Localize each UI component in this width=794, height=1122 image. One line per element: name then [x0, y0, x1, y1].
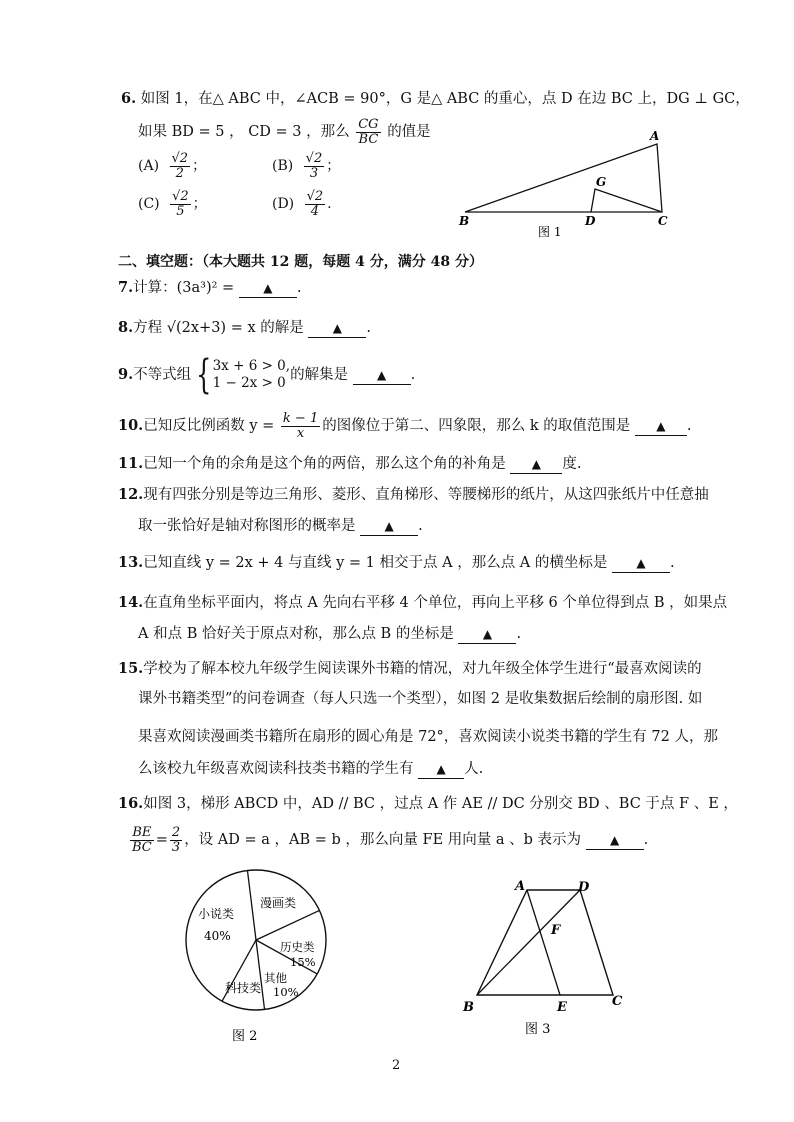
- trapezoid-abcd: [477, 890, 613, 995]
- q14-line1: [118, 596, 727, 611]
- label-d: D: [585, 214, 596, 228]
- q6-option-c: [138, 190, 207, 218]
- q13-number: 13.: [118, 554, 144, 571]
- q15-text-line4: 么该校九年级喜欢阅读科技类书籍的学生有: [138, 761, 414, 777]
- label-a: A: [515, 879, 526, 894]
- q12-answer-blank[interactable]: [360, 519, 418, 536]
- figure-2-pie-chart: [180, 860, 350, 1050]
- q10-frac-den: x: [296, 425, 305, 441]
- frac-den: 3: [309, 165, 319, 181]
- q9-tail: .: [410, 367, 416, 383]
- q14-tail: .: [516, 626, 522, 642]
- q15-text-line2: 课外书籍类型”的问卷调查（每人只选一个类型），如图 2 是收集数据后绘制的扇形图. 如: [138, 691, 703, 707]
- figure-3-caption: 图 3: [525, 1022, 551, 1037]
- frac-num: √2: [306, 189, 324, 204]
- q16-text-line2: ，设 AD = a ，AB = b ，那么向量 FE 用向量 a 、b 表示为: [184, 832, 582, 849]
- pie-label-science: 科技类: [225, 981, 262, 995]
- q6-line1: [121, 92, 750, 107]
- label-e: E: [557, 1000, 567, 1015]
- frac-den: 2: [175, 165, 184, 181]
- q9-system: [213, 358, 290, 392]
- q6-option-d: [272, 190, 332, 218]
- frac-den: 5: [176, 203, 185, 219]
- option-tail: ；: [326, 158, 341, 175]
- q15-line2: [138, 692, 702, 707]
- pie-sector-edge: [256, 910, 319, 940]
- blank-triangle-icon: ▲: [610, 833, 620, 848]
- pie-sector-edge: [247, 871, 256, 940]
- figure-2-caption: 图 2: [232, 1029, 258, 1044]
- frac-den: 4: [310, 203, 320, 219]
- q16-frac-num: BE: [130, 826, 154, 841]
- q16-fraction-value: [170, 826, 182, 854]
- label-c: C: [658, 214, 668, 228]
- q14-number: 14.: [118, 594, 144, 611]
- q15-line4: [138, 762, 483, 779]
- q13-text: 已知直线 y = 2x + 4 与直线 y = 1 相交于点 A ，那么点 A 的横坐标是: [143, 555, 608, 571]
- blank-triangle-icon: ▲: [377, 368, 387, 382]
- blank-triangle-icon: ▲: [332, 321, 342, 335]
- figure-1: [455, 130, 685, 240]
- q6-line2-pre: 如果 BD = 5 ， CD = 3 ，那么: [138, 124, 350, 141]
- label-g: G: [596, 175, 607, 189]
- option-label: (D): [272, 196, 295, 213]
- blank-triangle-icon: ▲: [531, 457, 541, 471]
- frac-num: √2: [171, 151, 189, 166]
- q11-text: 已知一个角的余角是这个角的两倍，那么这个角的补角是: [143, 456, 506, 472]
- blank-triangle-icon: ▲: [384, 519, 394, 533]
- q8-tail: .: [366, 320, 371, 336]
- option-tail: ；: [192, 158, 207, 175]
- q15-line3: [138, 730, 718, 745]
- q16-fraction-be-bc: [130, 826, 154, 854]
- option-label: (B): [272, 158, 294, 175]
- q10-number: 10.: [118, 417, 144, 435]
- q8-number: 8.: [118, 319, 134, 336]
- q15-number: 15.: [118, 660, 144, 677]
- q7-tail: .: [296, 280, 302, 296]
- q8-answer-blank[interactable]: [308, 321, 366, 338]
- pie-label-novel: 小说类: [198, 907, 235, 921]
- figure-3: [455, 872, 645, 1042]
- blank-triangle-icon: ▲: [263, 281, 273, 295]
- q6-frac-num: CG: [358, 117, 379, 132]
- q6-line2: [138, 118, 431, 146]
- pie-pct-history: 15%: [290, 955, 316, 969]
- q16-eq: =: [155, 832, 168, 849]
- q11-number: 11.: [118, 455, 144, 472]
- q10-answer-blank[interactable]: [635, 419, 687, 436]
- q11-answer-blank[interactable]: [510, 457, 562, 474]
- option-fraction: [170, 152, 191, 180]
- q13: [118, 556, 675, 573]
- q16-line2: [128, 826, 648, 854]
- label-d: D: [578, 880, 590, 895]
- blank-triangle-icon: ▲: [656, 419, 666, 434]
- q10-pre: 已知反比例函数 y =: [143, 418, 275, 435]
- q8-text: 方程 √(2x+3) = x 的解是: [133, 320, 304, 336]
- q10-frac-num: k − 1: [282, 411, 319, 426]
- q11: [118, 457, 581, 474]
- section-2-heading: 二、填空题：（本大题共 12 题，每题 4 分，满分 48 分）: [118, 254, 483, 270]
- option-tail: .: [327, 196, 332, 213]
- q15-answer-blank[interactable]: [418, 762, 464, 779]
- blank-triangle-icon: ▲: [636, 556, 646, 570]
- q14-text-line1: 在直角坐标平面内，将点 A 先向右平移 4 个单位，再向上平移 6 个单位得到点 B ，如果点: [143, 595, 728, 611]
- segment-ae: [527, 890, 560, 995]
- q15-line1: [118, 662, 702, 677]
- label-c: C: [612, 994, 623, 1009]
- pie-pct-novel: 40%: [204, 929, 231, 943]
- q9-post: 的解集是: [290, 367, 349, 383]
- q10-fraction: [281, 412, 320, 440]
- q16-val-num: 2: [171, 825, 181, 840]
- q16-number: 16.: [118, 795, 144, 812]
- q9-number: 9.: [118, 366, 134, 383]
- option-fraction: [304, 152, 325, 180]
- q7: [118, 281, 301, 298]
- q16-frac-den: BC: [132, 839, 152, 855]
- option-label: (C): [138, 196, 160, 213]
- q6-number: 6.: [121, 90, 137, 107]
- q9: [118, 352, 416, 398]
- q12-line2: [138, 519, 423, 536]
- q14-answer-blank[interactable]: [458, 627, 516, 644]
- q14-line2: [138, 627, 521, 644]
- q12-text-line2: 取一张恰好是轴对称图形的概率是: [138, 518, 356, 534]
- option-label: (A): [138, 158, 160, 175]
- q7-text: 计算：(3a³)² =: [133, 280, 235, 296]
- q12-number: 12.: [118, 486, 144, 503]
- q6-option-a: [138, 152, 206, 180]
- q15-text-line3: 果喜欢阅读漫画类书籍所在扇形的圆心角是 72°，喜欢阅读小说类书籍的学生有 72 人，那: [138, 729, 718, 745]
- blank-triangle-icon: ▲: [482, 627, 493, 641]
- q12-text-line1: 现有四张分别是等边三角形、菱形、直角梯形、等腰梯形的纸片，从这四张纸片中任意抽: [143, 487, 709, 503]
- pie-label-other: 其他: [264, 971, 287, 985]
- q16-text-line1: 如图 3，梯形 ABCD 中，AD // BC ，过点 A 作 AE // DC 分别交 BD 、BC 于点 F 、E ，: [143, 796, 738, 812]
- pie-pct-science: 10%: [273, 985, 299, 999]
- q7-answer-blank[interactable]: [239, 281, 297, 298]
- q15-tail: 人.: [464, 761, 484, 777]
- segment-bd: [477, 890, 580, 995]
- q6-option-b: [272, 152, 340, 180]
- q9-answer-blank[interactable]: [353, 368, 411, 385]
- q16-val-den: 3: [171, 839, 181, 855]
- brace-icon: {: [196, 352, 212, 398]
- q13-tail: .: [670, 555, 675, 571]
- q16-line1: [118, 797, 738, 812]
- q6-frac-den: BC: [358, 131, 379, 147]
- q6-text-line1: 如图 1，在△ ABC 中，∠ACB = 90°，G 是△ ABC 的重心，点 D 在边 BC 上，DG ⊥ GC，: [140, 91, 750, 107]
- q11-tail: 度.: [562, 456, 582, 472]
- q7-number: 7.: [118, 279, 134, 296]
- label-b: B: [459, 214, 470, 228]
- option-fraction: [170, 190, 191, 218]
- q8: [118, 321, 371, 338]
- q6-line2-post: 的值是: [387, 124, 431, 141]
- q9-eq1: 3x + 6 > 0,: [212, 358, 291, 375]
- q16-answer-blank[interactable]: [586, 833, 644, 850]
- q15-text-line1: 学校为了解本校九年级学生阅读课外书籍的情况，对九年级全体学生进行“最喜欢阅读的: [143, 661, 702, 677]
- figure-1-caption: 图 1: [538, 225, 562, 239]
- q12-tail: .: [418, 518, 423, 534]
- q10: [118, 412, 691, 440]
- q16-tail: .: [643, 832, 649, 849]
- q10-tail: .: [686, 418, 692, 435]
- label-f: F: [551, 923, 561, 938]
- q6-fraction: [356, 118, 380, 146]
- label-a: A: [650, 130, 660, 143]
- q10-post: 的图像位于第二、四象限，那么 k 的取值范围是: [322, 418, 631, 435]
- option-tail: ；: [192, 196, 207, 213]
- label-b: B: [463, 1000, 474, 1015]
- option-fraction: [305, 190, 326, 218]
- frac-num: √2: [305, 151, 323, 166]
- q9-eq2: 1 − 2x > 0: [212, 375, 286, 391]
- q9-pre: 不等式组: [133, 367, 192, 383]
- segment-dg-gc: [591, 189, 662, 212]
- q12-line1: [118, 488, 709, 503]
- blank-triangle-icon: ▲: [436, 762, 446, 776]
- page-number: 2: [392, 1058, 401, 1073]
- frac-num: √2: [172, 189, 189, 204]
- pie-label-history: 历史类: [280, 940, 315, 954]
- q14-text-line2: A 和点 B 恰好关于原点对称，那么点 B 的坐标是: [138, 626, 454, 642]
- q13-answer-blank[interactable]: [612, 556, 670, 573]
- pie-label-comic: 漫画类: [260, 896, 297, 910]
